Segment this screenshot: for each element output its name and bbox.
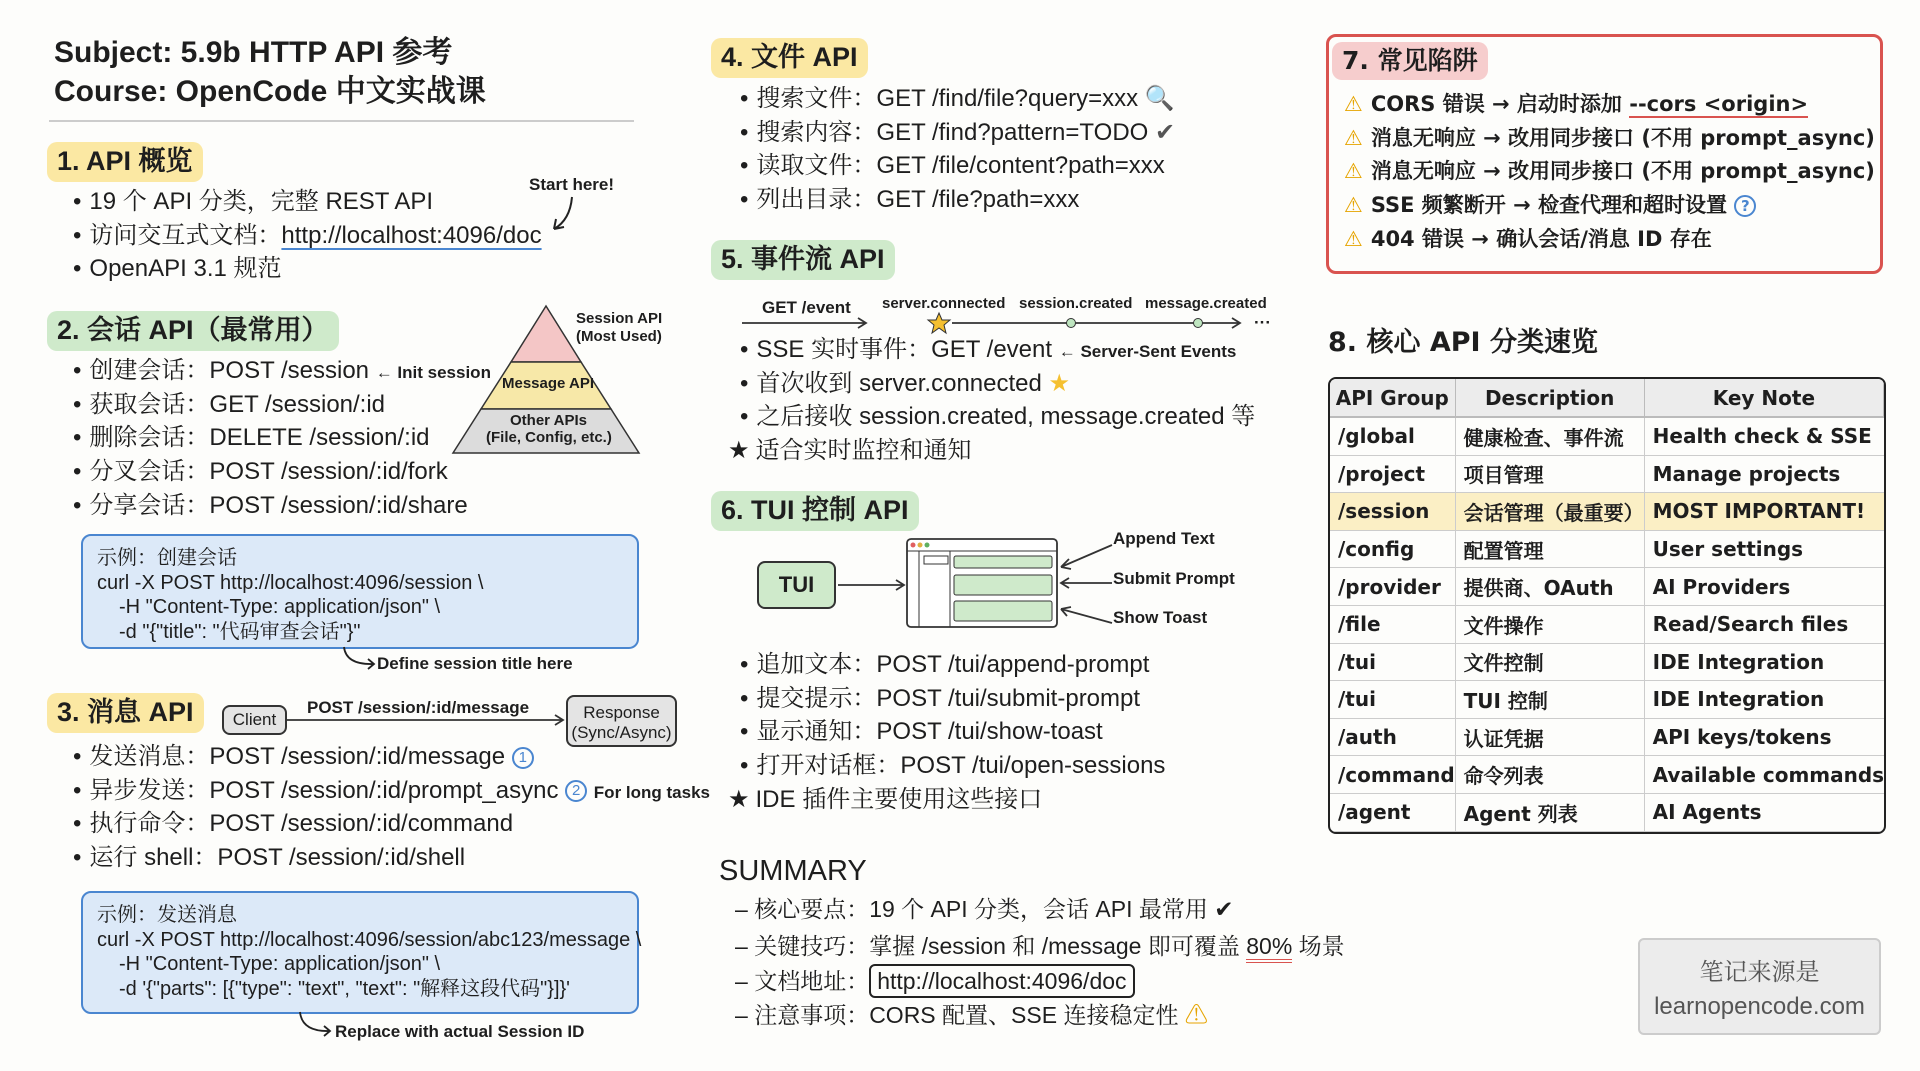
- example-create-session: [81, 534, 639, 649]
- warning-icon: ⚠: [1344, 125, 1363, 150]
- table-row: [1330, 719, 1884, 757]
- item-label: 首次收到 server.connected: [756, 369, 1042, 397]
- section-6-star-list: [728, 783, 1042, 817]
- table-row: [1330, 456, 1884, 494]
- list-item: • OpenAPI 3.1 规范: [73, 252, 542, 286]
- pitfall-text: SSE 频繁断开 → 检查代理和超时设置: [1370, 193, 1728, 218]
- pitfall-item: [1344, 88, 1875, 122]
- check-icon: ✔: [1155, 118, 1176, 146]
- item-label: SSE 实时事件：GET /event: [756, 336, 1053, 363]
- pyramid-bottom-sub: (File, Config, etc.): [486, 429, 612, 446]
- item-label: 搜索内容：GET /find?pattern=TODO: [756, 118, 1149, 146]
- section-2-list: [73, 354, 491, 522]
- append-text-label: Append Text: [1113, 529, 1215, 548]
- pitfall-text: CORS 错误 → 启动时添加: [1370, 92, 1630, 116]
- summary-line: – 关键技巧：掌握 /session 和 /message 即可覆盖 80% 场景: [735, 935, 1345, 958]
- column-header: API Group: [1330, 379, 1456, 418]
- example-note: Replace with actual Session ID: [335, 1022, 585, 1041]
- pyramid-bottom-label: Other APIs: [510, 412, 587, 429]
- table-row: [1330, 794, 1884, 832]
- section-5-list: [740, 333, 1255, 434]
- section-4-list: [740, 82, 1175, 217]
- list-item: [73, 740, 710, 774]
- api-group-cell: /global: [1330, 418, 1456, 456]
- section-5-star-list: [728, 434, 972, 468]
- table-row: [1330, 681, 1884, 719]
- section-5-header: 5. 事件流 API: [711, 240, 895, 280]
- section-1-list: [73, 185, 542, 286]
- pitfall-text: 404 错误 → 确认会话/消息 ID 存在: [1370, 226, 1712, 251]
- list-item: [740, 367, 1255, 401]
- list-item: • 运行 shell：POST /session/:id/shell: [73, 841, 710, 875]
- summary-text: 场景: [1292, 933, 1345, 959]
- list-item: [740, 333, 1255, 367]
- event-server-connected: server.connected: [882, 295, 1006, 312]
- description-cell: 配置管理: [1456, 531, 1645, 569]
- summary-line: – 注意事项：CORS 配置、SSE 连接稳定性 ⚠: [735, 1002, 1208, 1028]
- summary-text: 核心要点：19 个 API 分类，会话 API 最常用: [754, 896, 1208, 922]
- api-group-cell: /tui: [1330, 644, 1456, 682]
- code-line: -d "{"title": "代码审查会话"}": [119, 620, 361, 643]
- watermark-line: 笔记来源是: [1699, 959, 1820, 986]
- table-header-row: [1330, 379, 1884, 418]
- list-item: [73, 774, 710, 808]
- description-cell: 文件操作: [1456, 606, 1645, 644]
- list-item: • 19 个 API 分类，完整 REST API: [73, 185, 542, 219]
- list-item: [73, 354, 491, 388]
- pitfall-item: [1344, 155, 1875, 189]
- timeline-more: ···: [1254, 313, 1271, 332]
- event-message-created: message.created: [1145, 295, 1267, 312]
- key-note-cell: IDE Integration: [1645, 681, 1884, 719]
- example-title: 示例：创建会话: [97, 547, 237, 569]
- warning-icon: ⚠: [1344, 159, 1363, 184]
- check-icon: ✔: [1214, 896, 1234, 922]
- list-item: • 之后接收 session.created, message.created 等: [740, 400, 1255, 434]
- key-note-cell: MOST IMPORTANT!: [1645, 493, 1884, 531]
- code-line: curl -X POST http://localhost:4096/session \: [97, 571, 484, 594]
- table-row: [1330, 418, 1884, 456]
- pitfall-item: [1344, 223, 1875, 257]
- key-note-cell: AI Providers: [1645, 568, 1884, 606]
- warning-icon: ⚠: [1344, 193, 1363, 218]
- pitfall-item: [1344, 189, 1875, 223]
- column-header: Key Note: [1645, 379, 1884, 418]
- item-label: 异步发送：POST /session/:id/prompt_async: [89, 776, 559, 804]
- description-cell: TUI 控制: [1456, 681, 1645, 719]
- star-line: ★ IDE 插件主要使用这些接口: [728, 783, 1042, 817]
- timeline-start-label: GET /event: [762, 298, 851, 317]
- magnifier-icon: 🔍: [1144, 85, 1175, 112]
- watermark-site: learnopencode.com: [1654, 993, 1865, 1020]
- api-group-cell: /project: [1330, 456, 1456, 494]
- tui-box: TUI: [757, 561, 836, 609]
- sse-note: ← Server-Sent Events: [1058, 342, 1237, 361]
- table-row: [1330, 644, 1884, 682]
- example-title: 示例：发送消息: [97, 904, 237, 926]
- cors-flag: --cors <origin>: [1629, 92, 1809, 116]
- summary-line: – 文档地址： http://localhost:4096/doc: [735, 970, 1135, 993]
- arrow-right-icon: [287, 712, 567, 728]
- warning-icon: ⚠: [1344, 92, 1363, 116]
- code-line: -H "Content-Type: application/json" \: [119, 953, 441, 975]
- init-session-note: ← Init session: [375, 363, 491, 382]
- api-group-cell: /file: [1330, 606, 1456, 644]
- list-item: • 分享会话：POST /session/:id/share: [73, 489, 491, 523]
- key-note-cell: Available commands: [1645, 756, 1884, 794]
- item-label: 发送消息：POST /session/:id/message: [89, 743, 506, 770]
- code-line: curl -X POST http://localhost:4096/session/abc123/message \: [97, 928, 642, 951]
- number-badge: 1: [512, 747, 534, 769]
- pitfall-text: 消息无响应 → 改用同步接口 (不用 prompt_async): [1370, 125, 1875, 150]
- key-note-cell: AI Agents: [1645, 794, 1884, 832]
- key-note-cell: Read/Search files: [1645, 606, 1884, 644]
- key-note-cell: User settings: [1645, 531, 1884, 569]
- item-label: 访问交互式文档：: [89, 221, 282, 249]
- key-note-cell: Manage projects: [1645, 456, 1884, 494]
- summary-title: SUMMARY: [719, 855, 867, 887]
- long-tasks-note: For long tasks: [593, 782, 710, 802]
- description-cell: 会话管理（最重要）: [1456, 493, 1645, 531]
- table-row: [1330, 756, 1884, 794]
- description-cell: 命令列表: [1456, 756, 1645, 794]
- key-note-cell: Health check & SSE: [1645, 418, 1884, 456]
- table-row: [1330, 493, 1884, 531]
- api-group-cell: /tui: [1330, 681, 1456, 719]
- code-line: -d '{"parts": [{"type": "text", "text": "解释这段代码"}]}': [119, 977, 570, 1000]
- api-group-cell: /agent: [1330, 794, 1456, 832]
- table-row: [1330, 568, 1884, 606]
- item-label: 搜索文件：GET /find/file?query=xxx: [756, 85, 1139, 112]
- doc-link[interactable]: http://localhost:4096/doc: [281, 221, 542, 249]
- example-send-message: [81, 891, 642, 1014]
- list-item: • 提交提示：POST /tui/submit-prompt: [740, 682, 1165, 716]
- warning-icon: ⚠: [1344, 226, 1363, 251]
- list-item: • 读取文件：GET /file/content?path=xxx: [740, 149, 1175, 183]
- description-cell: 健康检查、事件流: [1456, 418, 1645, 456]
- api-group-cell: /provider: [1330, 568, 1456, 606]
- section-3-header: 3. 消息 API: [47, 693, 204, 733]
- show-toast-label: Show Toast: [1113, 608, 1208, 627]
- section-8-header: 8. 核心 API 分类速览: [1328, 327, 1598, 358]
- section-1-header: 1. API 概览: [47, 142, 203, 182]
- star-icon: ★: [1048, 369, 1071, 397]
- api-group-cell: /command: [1330, 756, 1456, 794]
- curved-arrow-icon: [550, 195, 580, 235]
- star-icon: [928, 313, 950, 333]
- key-note-cell: IDE Integration: [1645, 644, 1884, 682]
- api-group-cell: /config: [1330, 531, 1456, 569]
- list-item: • 显示通知：POST /tui/show-toast: [740, 715, 1165, 749]
- summary-text: 注意事项：CORS 配置、SSE 连接稳定性: [754, 1002, 1179, 1028]
- section-6-list: [740, 648, 1165, 783]
- list-item: • 分叉会话：POST /session/:id/fork: [73, 455, 491, 489]
- description-cell: 项目管理: [1456, 456, 1645, 494]
- section-6-header: 6. TUI 控制 API: [711, 491, 919, 531]
- section-3-list: [73, 740, 710, 875]
- api-group-cell: /session: [1330, 493, 1456, 531]
- pyramid-top-sub: (Most Used): [576, 328, 662, 345]
- description-cell: 提供商、OAuth: [1456, 568, 1645, 606]
- list-item: [740, 82, 1175, 116]
- star-line: ★ 适合实时监控和通知: [728, 434, 972, 468]
- description-cell: 文件控制: [1456, 644, 1645, 682]
- list-item: • 列出目录：GET /file?path=xxx: [740, 183, 1175, 217]
- list-item: [740, 116, 1175, 150]
- item-label: 创建会话：POST /session: [89, 357, 370, 384]
- list-item: • 追加文本：POST /tui/append-prompt: [740, 648, 1165, 682]
- pyramid-top-label: Session API: [576, 310, 663, 327]
- highlight-80-percent: 80%: [1246, 933, 1292, 963]
- list-item: • 执行命令：POST /session/:id/command: [73, 807, 710, 841]
- response-label: Response: [583, 703, 660, 722]
- submit-prompt-label: Submit Prompt: [1113, 569, 1235, 588]
- divider: [49, 120, 634, 122]
- pitfalls-list: [1344, 88, 1875, 256]
- source-watermark: [1638, 938, 1881, 1035]
- event-session-created: session.created: [1019, 295, 1133, 312]
- example-note: Define session title here: [377, 654, 573, 673]
- start-here-annotation: Start here!: [529, 175, 615, 194]
- help-icon: ?: [1734, 195, 1756, 217]
- code-line: -H "Content-Type: application/json" \: [119, 596, 441, 618]
- list-item: • 删除会话：DELETE /session/:id: [73, 421, 491, 455]
- summary-text: 关键技巧：掌握 /session 和 /message 即可覆盖: [754, 933, 1247, 959]
- pitfall-item: [1344, 122, 1875, 156]
- list-item: • 打开对话框：POST /tui/open-sessions: [740, 749, 1165, 783]
- response-sub: (Sync/Async): [571, 723, 672, 742]
- section-4-header: 4. 文件 API: [711, 38, 868, 78]
- pitfall-text: 消息无响应 → 改用同步接口 (不用 prompt_async): [1370, 159, 1875, 184]
- number-badge: 2: [565, 780, 587, 802]
- table-row: [1330, 606, 1884, 644]
- curved-arrow-icon: [296, 1010, 336, 1042]
- list-item: [73, 219, 542, 253]
- section-7-header: 7. 常见陷阱: [1332, 42, 1488, 80]
- list-item: • 获取会话：GET /session/:id: [73, 388, 491, 422]
- client-box: Client: [222, 705, 287, 735]
- course-title: Course: OpenCode 中文实战课: [54, 75, 486, 108]
- table-row: [1330, 531, 1884, 569]
- curved-arrow-icon: [340, 645, 380, 675]
- section-2-header: 2. 会话 API（最常用）: [47, 311, 339, 351]
- summary-line: – 核心要点：19 个 API 分类，会话 API 最常用 ✔: [735, 896, 1234, 922]
- key-note-cell: API keys/tokens: [1645, 719, 1884, 757]
- description-cell: 认证凭据: [1456, 719, 1645, 757]
- description-cell: Agent 列表: [1456, 794, 1645, 832]
- pyramid-mid-label: Message API: [502, 375, 594, 392]
- subject-title: Subject: 5.9b HTTP API 参考: [54, 36, 453, 69]
- doc-link[interactable]: http://localhost:4096/doc: [869, 964, 1134, 998]
- request-label: POST /session/:id/message: [307, 698, 530, 717]
- warning-icon: ⚠: [1184, 1002, 1208, 1028]
- column-header: Description: [1456, 379, 1645, 418]
- api-group-cell: /auth: [1330, 719, 1456, 757]
- summary-text: 文档地址：: [754, 968, 870, 994]
- api-groups-table: [1328, 377, 1886, 834]
